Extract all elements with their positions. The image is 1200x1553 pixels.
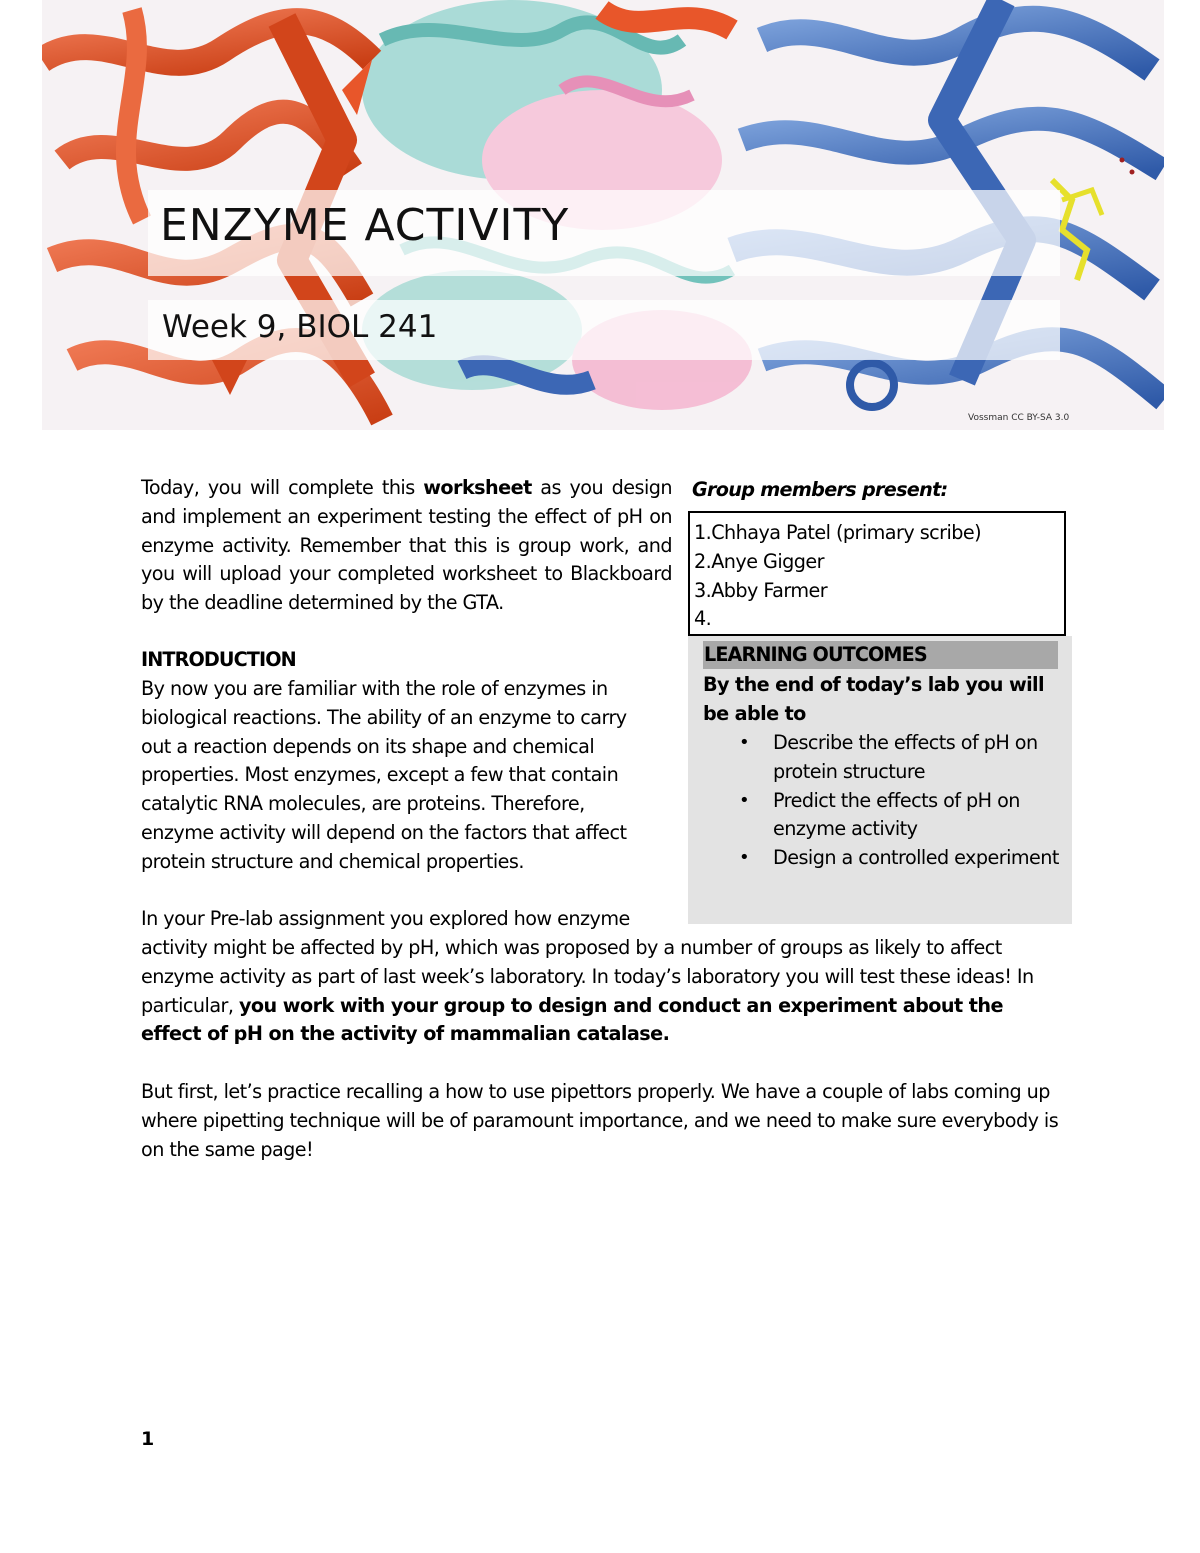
outcome-text: Design a controlled experiment: [773, 846, 1059, 870]
learning-outcomes-intro: By the end of today’s lab you will be able to: [703, 673, 1045, 725]
image-credit: Vossman CC BY-SA 3.0: [968, 413, 1070, 423]
list-item: [703, 787, 1065, 845]
learning-outcomes-panel: [688, 636, 1072, 924]
page-number: 1: [141, 1428, 155, 1450]
intro-text-start: Today, you will complete this: [141, 476, 424, 499]
group-member-2[interactable]: 2.Anye Gigger: [694, 549, 824, 573]
prelab-paragraph-first-line: In your Pre-lab assignment you explored how enzyme: [141, 907, 630, 930]
prelab-emphasis: you work with your group to design and conduct an experiment about the effect of pH on the activity of mammalian catalase.: [141, 993, 1003, 1046]
group-members-box[interactable]: [688, 511, 1066, 636]
bullet-icon: •: [739, 847, 750, 869]
document-subtitle: Week 9, BIOL 241: [162, 309, 438, 345]
bullet-icon: •: [739, 789, 750, 811]
group-member-4[interactable]: 4.: [694, 607, 712, 631]
document-title: ENZYME ACTIVITY: [160, 200, 570, 251]
group-members-list: [690, 513, 1064, 634]
prelab-paragraph: [141, 934, 1061, 1049]
group-members-label: Group members present:: [692, 478, 948, 501]
bullet-icon: •: [739, 732, 750, 753]
group-member-3[interactable]: 3.Abby Farmer: [694, 578, 828, 602]
learning-outcomes-list: [703, 729, 1065, 873]
pipettor-paragraph: But first, let’s practice recalling a how to use pipettors properly. We have a couple of labs coming up where pipetting technique will be of paramount importance, and we need to make sure everybody is on the same page!: [141, 1080, 1059, 1161]
intro-paragraph: [141, 474, 672, 618]
introduction-paragraph: By now you are familiar with the role of enzymes in biological reactions. The ability of an enzyme to carry out a reaction depends on its shape and chemical properties. Most enzymes, except a few that contain catalytic RNA molecules, are proteins. Therefore, enzyme activity will depend on the factors that affect protein structure and chemical properties.: [141, 677, 627, 873]
intro-text-end: as you design and implement an experiment testing the effect of pH on enzyme activity. Remember that this is group work, and you will upload your completed worksheet to Blackboard by the deadline determined by the GTA.: [141, 476, 672, 615]
outcome-text: Describe the effects of pH on protein structure: [773, 731, 1038, 783]
introduction-heading: INTRODUCTION: [141, 648, 296, 671]
outcome-text: Predict the effects of pH on enzyme activity: [773, 788, 1020, 841]
list-item: [703, 729, 1065, 787]
worksheet-emphasis: worksheet: [423, 476, 532, 499]
group-member-1[interactable]: 1.Chhaya Patel (primary scribe): [694, 521, 982, 544]
list-item: [703, 844, 1065, 873]
learning-outcomes-heading: LEARNING OUTCOMES: [703, 641, 1058, 669]
prelab-text: activity might be affected by pH, which was proposed by a number of groups as likely to affect enzyme activity as part of last week’s laboratory. In today’s laboratory you will test these ideas! In particular,: [141, 936, 1034, 1017]
